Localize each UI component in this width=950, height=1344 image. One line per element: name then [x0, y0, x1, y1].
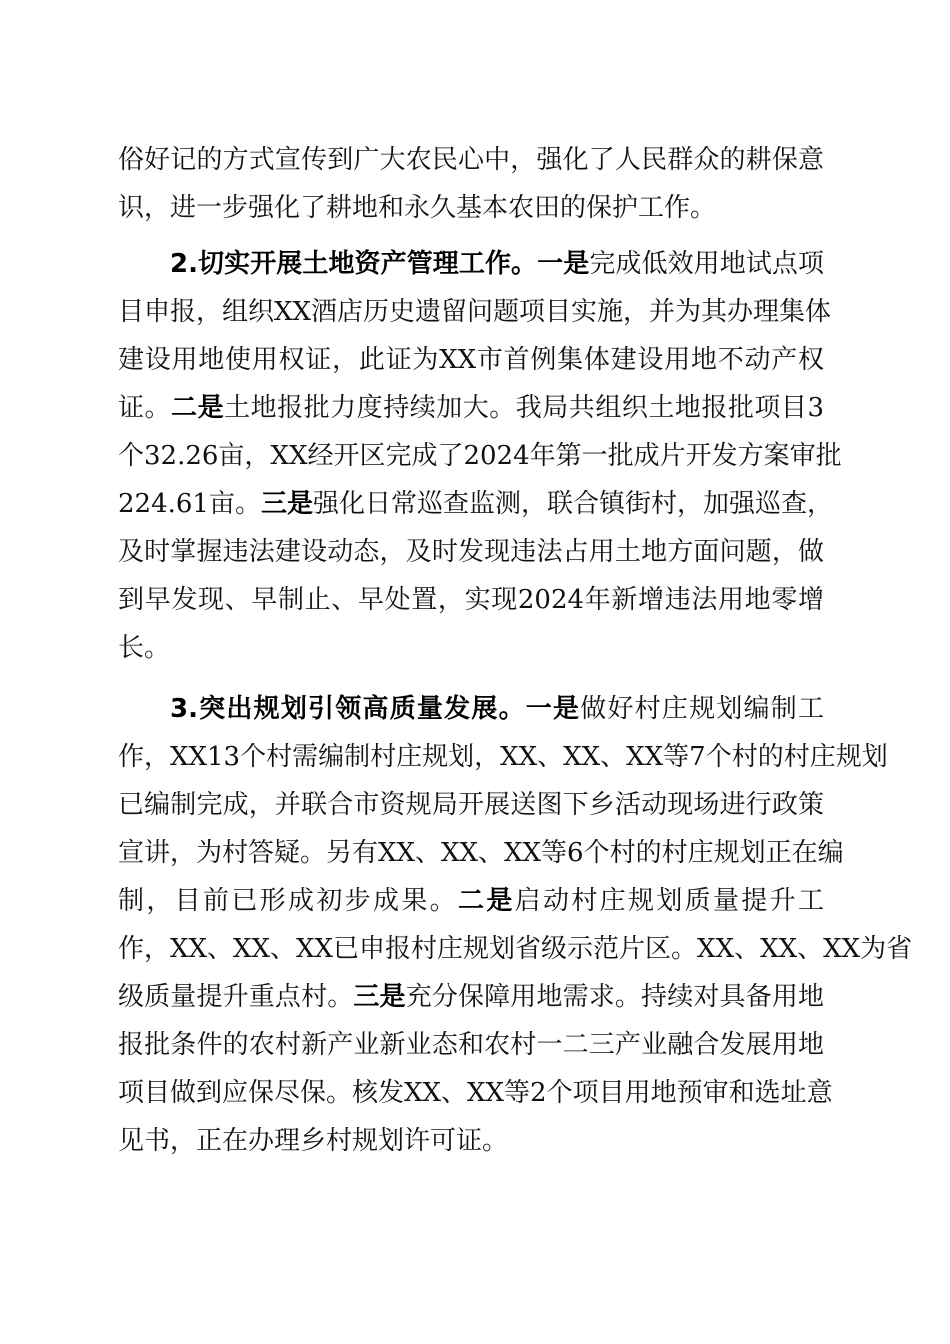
paragraph-3-line-7	[118, 977, 824, 1017]
paragraph-2-line-3: 建设用地使用权证，此证为XX市首例集体建设用地不动产权	[118, 345, 824, 375]
paragraph-2-line-6-text: 强化日常巡查监测，联合镇街村，加强巡查，	[313, 489, 834, 519]
paragraph-2-line-2: 目申报，组织XX酒店历史遗留问题项目实施，并为其办理集体	[118, 297, 832, 327]
paragraph-3-line-5	[118, 881, 824, 921]
paragraph-3-line-4: 宣讲，为村答疑。另有XX、XX、XX等6个村的村庄规划正在编	[118, 838, 844, 868]
paragraph-2-line-4-text: 土地报批力度持续加大。我局共组织土地报批项目3	[224, 393, 824, 423]
paragraph-3-line-3: 已编制完成，并联合市资规局开展送图下乡活动现场进行政策	[118, 790, 824, 820]
paragraph-2-line-8: 到早发现、早制止、早处置，实现2024年新增违法用地零增	[118, 585, 824, 615]
paragraph-3-line-7-pre: 级质量提升重点村。	[118, 982, 354, 1012]
paragraph-3-heading: 3.突出规划引领高质量发展。	[170, 694, 526, 724]
paragraph-2-line-9: 长。	[118, 633, 171, 663]
paragraph-2-heading: 2.切实开展土地资产管理工作。	[170, 249, 538, 279]
paragraph-3-line-5-text: 启动村庄规划质量提升工	[514, 886, 824, 916]
paragraph-3-line-7-text: 充分保障用地需求。持续对具备用地	[405, 982, 824, 1012]
paragraph-3-lead-3: 三是	[353, 982, 406, 1012]
paragraph-2-line-1-text: 完成低效用地试点项	[589, 249, 824, 279]
paragraph-2-lead-2: 二是	[171, 393, 225, 423]
paragraph-2-line-1	[118, 244, 824, 284]
paragraph-2-lead-3: 三是	[260, 489, 313, 519]
paragraph-2-line-6	[118, 484, 834, 524]
paragraph-3-line-6: 作，XX、XX、XX已申报村庄规划省级示范片区。XX、XX、XX为省	[118, 934, 913, 964]
paragraph-3-line-1-text: 做好村庄规划编制工	[580, 694, 824, 724]
paragraph-3-line-9: 项目做到应保尽保。核发XX、XX等2个项目用地预审和选址意	[118, 1078, 833, 1108]
paragraph-3-lead-2: 二是	[457, 886, 515, 916]
paragraph-3-line-5-pre: 制，目前已形成初步成果。	[118, 886, 458, 916]
paragraph-2-lead-1: 一是	[537, 249, 590, 279]
paragraph-3-line-10: 见书，正在办理乡村规划许可证。	[118, 1126, 509, 1156]
paragraph-3-line-8: 报批条件的农村新产业新业态和农村一二三产业融合发展用地	[118, 1030, 824, 1060]
paragraph-2-line-6-pre: 224.61亩。	[118, 489, 261, 519]
paragraph-2-line-4-pre: 证。	[118, 393, 172, 423]
paragraph-3-line-1	[118, 689, 824, 729]
paragraph-2-line-5: 个32.26亩，XX经开区完成了2024年第一批成片开发方案审批	[118, 441, 842, 471]
paragraph-1-line-1: 俗好记的方式宣传到广大农民心中，强化了人民群众的耕保意	[118, 145, 824, 175]
paragraph-3-line-2: 作，XX13个村需编制村庄规划，XX、XX、XX等7个村的村庄规划	[118, 742, 888, 772]
paragraph-1-line-2: 识，进一步强化了耕地和永久基本农田的保护工作。	[118, 193, 717, 223]
paragraph-2-line-7: 及时掌握违法建设动态，及时发现违法占用土地方面问题，做	[118, 537, 824, 567]
paragraph-2-line-4	[118, 388, 824, 428]
paragraph-3-lead-1: 一是	[525, 694, 581, 724]
